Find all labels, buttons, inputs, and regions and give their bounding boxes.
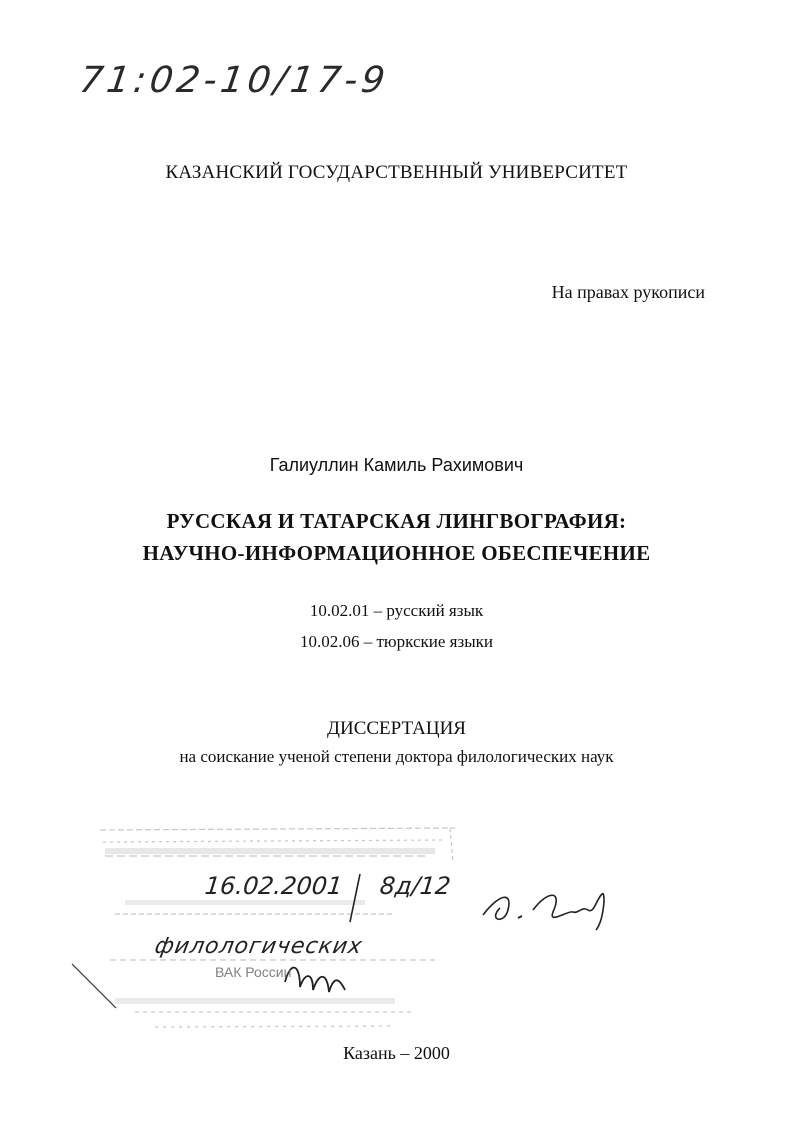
specialty-2: 10.02.06 – тюркские языки <box>300 632 493 651</box>
title-line-2: НАУЧНО-ИНФОРМАЦИОННОЕ ОБЕСПЕЧЕНИЕ <box>142 541 651 565</box>
stamp-background <box>95 822 470 1032</box>
author-name: Галиуллин Камиль Рахимович <box>269 455 524 475</box>
dissertation-heading: ДИССЕРТАЦИЯ <box>327 718 466 739</box>
stamp-date: 16.02.2001 <box>203 872 344 900</box>
approval-stamp <box>95 822 470 1032</box>
archive-code: 71:02-10/17-9 <box>77 60 392 101</box>
signature <box>478 880 618 940</box>
stamp-vak-text: ВАК России <box>215 964 292 980</box>
stamp-number: 8д/12 <box>378 872 452 900</box>
city-year: Казань – 2000 <box>343 1043 450 1063</box>
rights-note: На правах рукописи <box>551 282 705 302</box>
dissertation-subtitle: на соискание ученой степени доктора филологических наук <box>179 747 614 766</box>
stamp-handwritten-word: филологических <box>152 934 365 959</box>
title-line-1: РУССКАЯ И ТАТАРСКАЯ ЛИНГВОГРАФИЯ: <box>166 509 627 533</box>
margin-mark <box>70 962 120 1012</box>
university-name: КАЗАНСКИЙ ГОСУДАРСТВЕННЫЙ УНИВЕРСИТЕТ <box>165 162 628 183</box>
specialty-1: 10.02.01 – русский язык <box>309 601 484 620</box>
signature-icon <box>478 880 618 940</box>
diagonal-line-icon <box>70 962 120 1012</box>
